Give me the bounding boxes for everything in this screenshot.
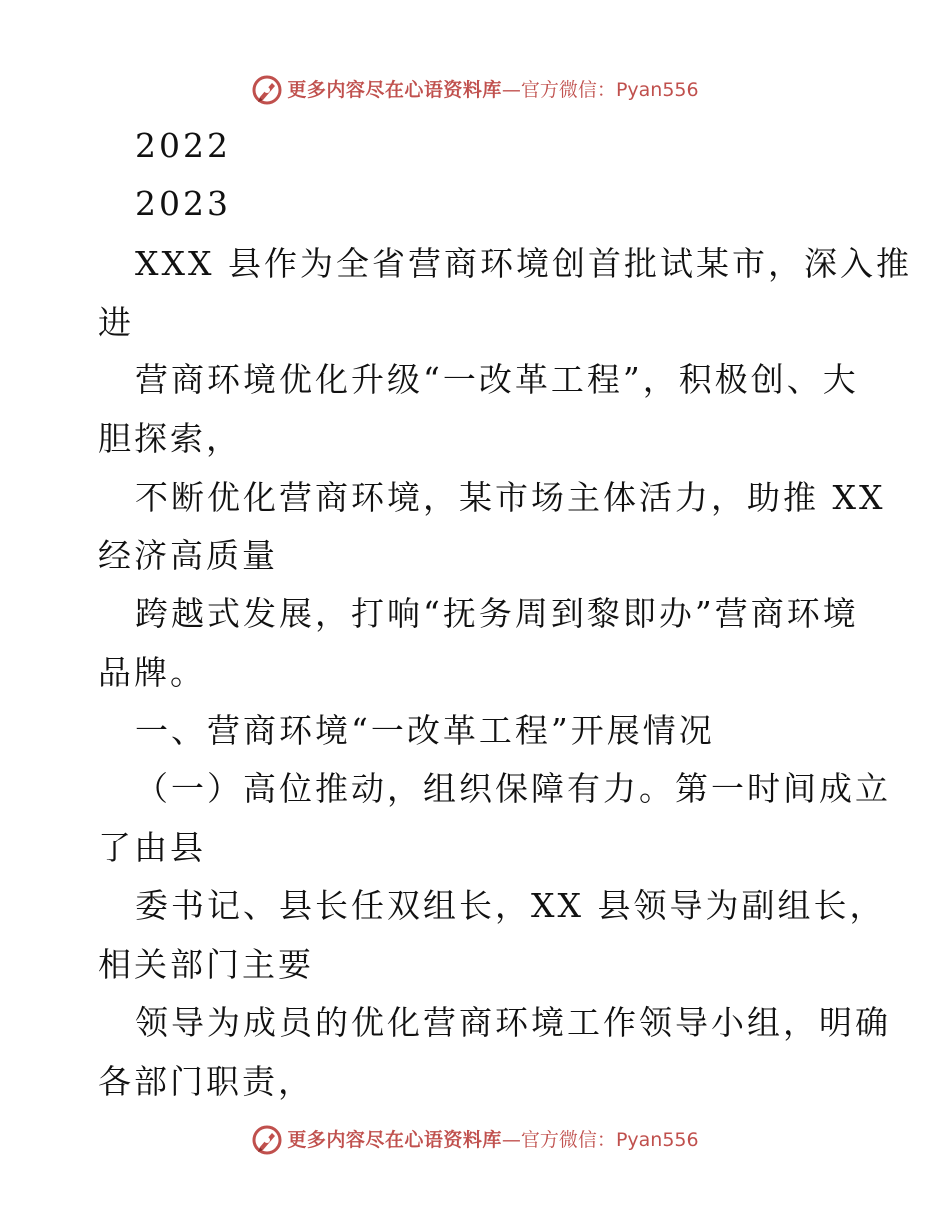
text-line: （一）高位推动，组织保障有力。第一时间成立 [135, 769, 891, 808]
pen-in-circle-icon [251, 1124, 283, 1156]
text-line: 品牌。 [98, 653, 206, 692]
section-heading: 一、营商环境“一改革工程”开展情况 [135, 711, 715, 750]
text-line: 胆探索， [98, 419, 242, 458]
watermark-wechat-id: Pyan556 [615, 79, 699, 101]
text-line: 委书记、县长任双组长，XX 县领导为副组长， [135, 886, 886, 925]
text-line: 进 [98, 303, 134, 342]
watermark-suffix: —官方微信： [501, 79, 616, 101]
text-line: 2023 [135, 184, 231, 223]
watermark-text: 更多内容尽在心语资料库 [287, 1129, 502, 1151]
text-line: 不断优化营商环境，某市场主体活力，助推 XX [135, 478, 886, 517]
watermark-text: 更多内容尽在心语资料库 [287, 79, 502, 101]
text-line: 了由县 [98, 828, 206, 867]
text-line: XXX 县作为全省营商环境创首批试某市，深入推 [135, 244, 912, 283]
watermark-suffix: —官方微信： [501, 1129, 616, 1151]
pen-in-circle-icon [251, 74, 283, 106]
footer-watermark [0, 1120, 950, 1160]
text-line: 各部门职责， [98, 1062, 314, 1101]
text-line: 营商环境优化升级“一改革工程”，积极创、大 [135, 360, 859, 399]
text-line: 经济高质量 [98, 536, 278, 575]
text-line: 领导为成员的优化营商环境工作领导小组，明确 [135, 1003, 891, 1042]
text-line: 2022 [135, 126, 231, 165]
header-watermark [0, 70, 950, 110]
text-line: 跨越式发展，打响“抚务周到黎即办”营商环境 [135, 594, 859, 633]
watermark-wechat-id: Pyan556 [615, 1129, 699, 1151]
text-line: 相关部门主要 [98, 945, 314, 984]
